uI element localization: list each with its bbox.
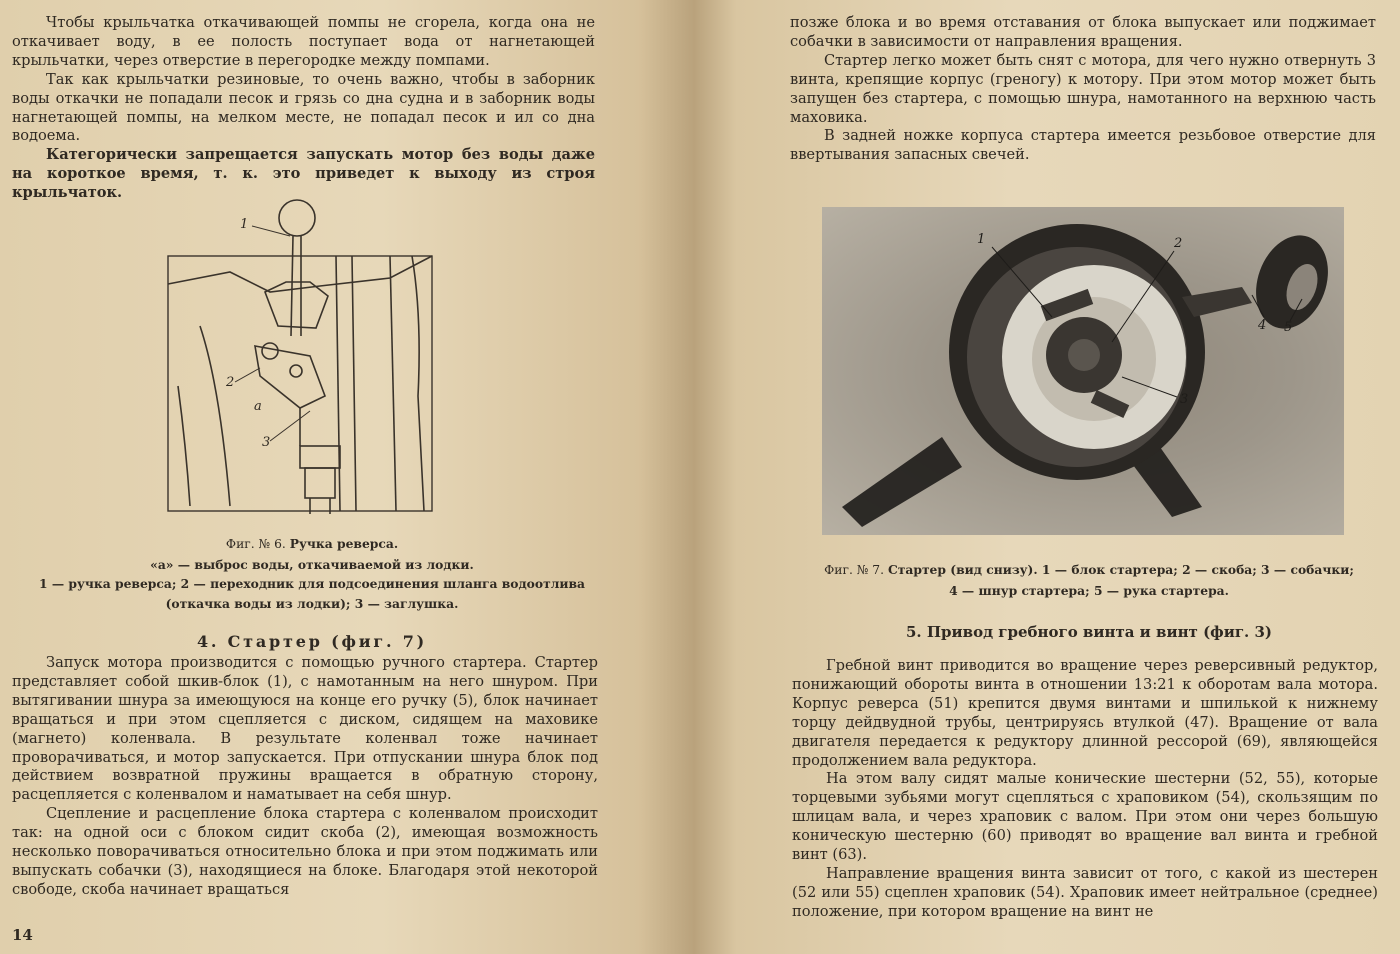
fig6-label-1: 1 <box>240 217 249 232</box>
fig6-label-2: 2 <box>226 375 235 390</box>
fig7-label-4: 4 <box>1258 318 1267 333</box>
fig6-caption-line4: (откачка воды из лодки); 3 — заглушка. <box>165 595 459 611</box>
page-number: 14 <box>12 926 33 944</box>
fig6-caption-line2: «а» — выброс воды, откачиваемой из лодки. <box>150 556 474 572</box>
paragraph: Чтобы крыльчатка откачивающей помпы не сгорела, когда она не откачивает воду, в ее полость поступает вода от нагнетающей крыльчатки, через отверстие в перегородке между помпами. <box>12 14 595 69</box>
left-page <box>0 0 694 954</box>
figure-7-caption <box>794 560 1384 600</box>
section-heading-starter: 4. Стартер (фиг. 7) <box>196 632 428 651</box>
fig7-label-5: 5 <box>1284 320 1293 335</box>
paragraph: На этом валу сидят малые конические шестерни (52, 55), которые торцевыми зубьями могут сцепляться с храповиком (54), скользящим по шлицам вала, и через храповик с валом. При этом они через большую коническую шестерню (60) приводят во вращение вал винта и гребной винт (63). <box>792 770 1378 864</box>
paragraph: В задней ножке корпуса стартера имеется резьбовое отверстие для ввертывания запасных свечей. <box>790 127 1376 164</box>
fig7-caption-line1: Стартер (вид снизу). 1 — блок стартера; 2 — скоба; 3 — собачки; <box>887 562 1354 577</box>
starter-image <box>822 207 1344 535</box>
figure-7-photo <box>822 207 1344 535</box>
fig6-caption-prefix: Фиг. № 6. <box>225 537 286 551</box>
paragraph: Запуск мотора производится с помощью ручного стартера. Стартер представляет собой шкив-блок (1), с намотанным на него шнуром. При вытягивании шнура за имеющуюся на конце его ручку (5), блок начинает вращаться и при этом сцепляется с диском, сидящем на маховике (магнето) коленвала. В результате коленвал тоже начинает проворачиваться, и мотор запускается. При отпускании шнура блок под действием возвратной пружины вращается в обратную сторону, расцепляется с коленвалом и наматывает на себя шнур. <box>12 654 598 804</box>
right-page <box>694 0 1400 954</box>
left-top-text <box>12 14 595 203</box>
fig7-caption-prefix: Фиг. № 7. <box>824 563 885 577</box>
figure-6-drawing <box>160 196 442 516</box>
paragraph: Категорически запрещается запускать мотор без воды даже на короткое время, т. к. это приведет к выходу из строя крыльчаток. <box>12 146 595 202</box>
fig7-label-1: 1 <box>977 232 986 247</box>
paragraph: Стартер легко может быть снят с мотора, для чего нужно отвернуть 3 винта, крепящие корпус (греногу) к мотору. При этом мотор может быть запущен без стартера, с помощью шнура, намотанного на верхнюю часть маховика. <box>790 51 1376 126</box>
paragraph: Так как крыльчатки резиновые, то очень важно, чтобы в заборник воды откачки не попадали песок и грязь со дна судна и в заборник воды нагнетающей помпы, на мелком месте, не попадал песок и ил со дна водоема. <box>12 70 595 145</box>
paragraph: Направление вращения винта зависит от того, с какой из шестерен (52 или 55) сцеплен храповик (54). Храповик имеет нейтральное (среднее) положение, при котором вращение на винт не <box>792 864 1378 920</box>
fig6-label-a: а <box>254 399 262 414</box>
paragraph: Сцепление и расцепление блока стартера с коленвалом происходит так: на одной оси с блоком сидит скоба (2), имеющая возможность несколько поворачиваться относительно блока и при этом поджимать или выпускать собачки (3), находящиеся на блоке. Благодаря этой некоторой свободе, скоба начинает вращаться <box>12 805 598 898</box>
fig7-label-3: 3 <box>1180 392 1189 407</box>
paragraph: позже блока и во время отставания от блока выпускает или поджимает собачки в зависимости от направления вращения. <box>790 14 1376 50</box>
fig6-caption-title: Ручка реверса. <box>289 536 399 551</box>
left-bottom-text <box>12 654 598 900</box>
right-bottom-text <box>792 657 1378 922</box>
figure-6-caption <box>20 534 604 613</box>
fig7-caption-line2: 4 — шнур стартера; 5 — рука стартера. <box>949 582 1229 598</box>
paragraph: Гребной винт приводится во вращение через реверсивный редуктор, понижающий обороты винта в отношении 13:21 к оборотам вала мотора. Корпус реверса (51) крепится двумя винтами и шпилькой к нижнему торцу дейдвудной трубы, центрируясь втулкой (47). Вращение от вала двигателя передается к редуктору длинной рессорой (69), являющейся продолжением вала редуктора. <box>792 657 1378 769</box>
section-heading-propeller: 5. Привод гребного винта и винт (фиг. 3) <box>905 623 1272 641</box>
fig6-caption-line3: 1 — ручка реверса; 2 — переходник для подсоединения шланга водоотлива <box>38 576 586 591</box>
fig7-label-2: 2 <box>1174 236 1183 251</box>
right-top-text <box>790 14 1376 165</box>
fig6-label-3: 3 <box>262 435 271 450</box>
